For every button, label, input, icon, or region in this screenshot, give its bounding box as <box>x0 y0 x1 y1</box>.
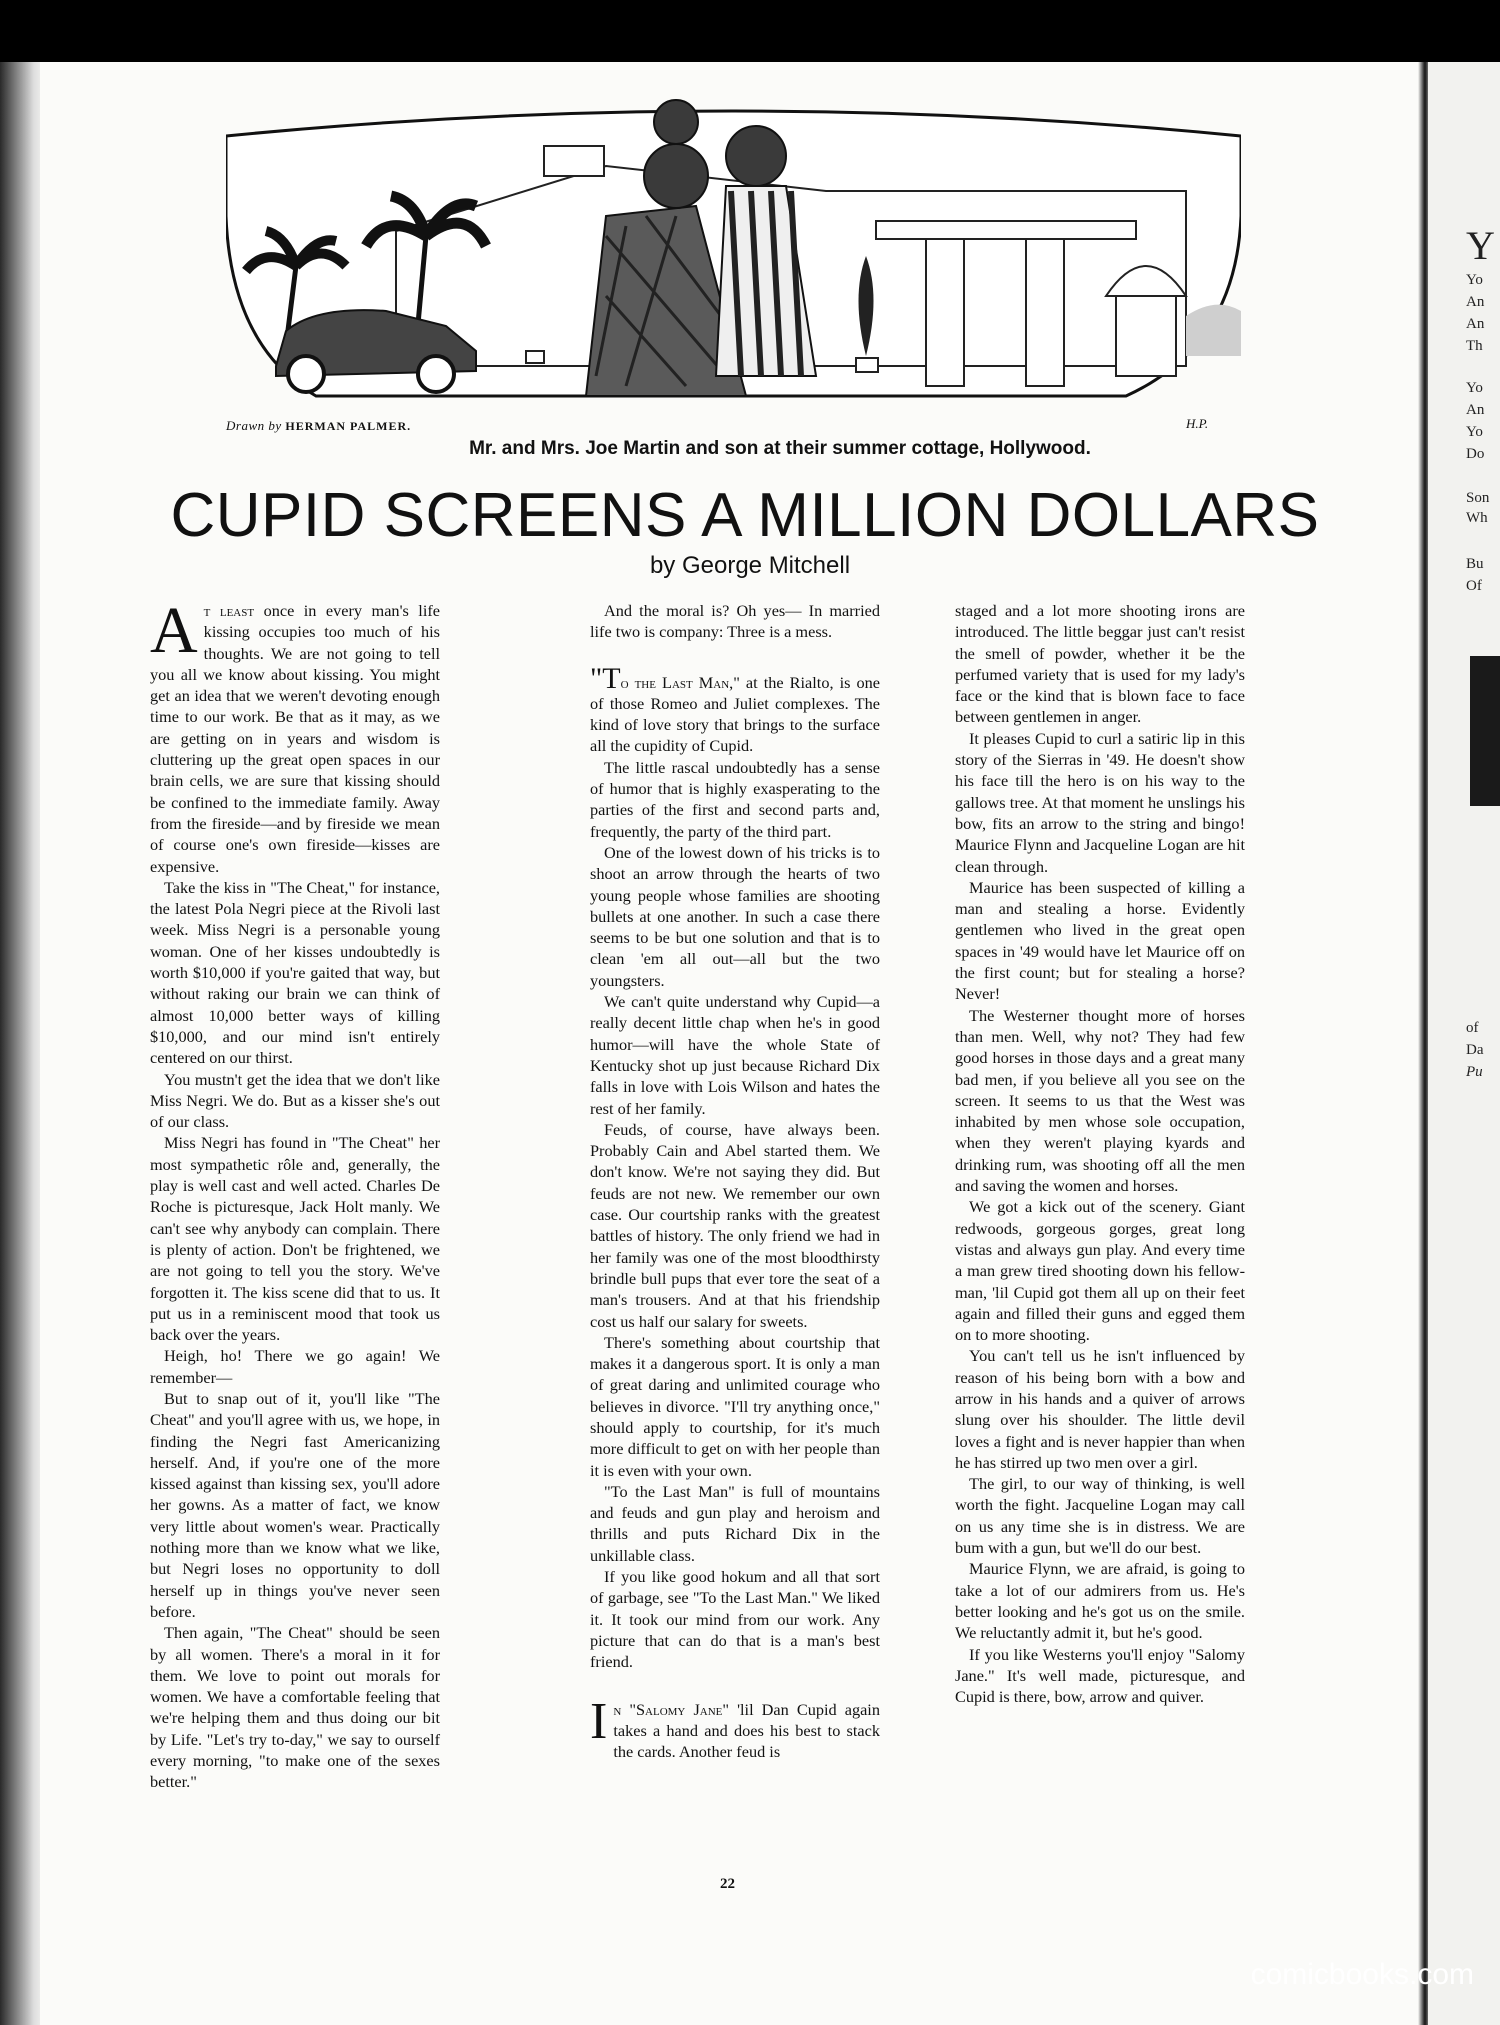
adjacent-page-fragment: Yo <box>1466 272 1483 288</box>
adjacent-page-fragment: Da <box>1466 1042 1484 1058</box>
paragraph: We got a kick out of the scenery. Giant redwoods, gorgeous gorges, great long vistas and always gun play. And every time a man grew tired shooting down his fellow-man, 'lil Cupid got them all up on their feet again and filled their guns and egged them on to more shooting. <box>955 1197 1245 1345</box>
paragraph: There's something about courtship that makes it a dangerous sport. It is only a man of great daring and unlimited courage who believes in divorce. "I'll try anything once," should apply to courtship, for it's much more difficult to get on with her people than it is even with your own. <box>590 1332 880 1480</box>
adjacent-page-fragment: Do <box>1466 446 1485 462</box>
paragraph: Miss Negri has found in "The Cheat" her most sympathetic rôle and, generally, the play is well cast and well acted. Charles De Roche is picturesque, Jack Holt manly. We can't see why anybody can complain. There is plenty of action. Don't be frightened, we are not going to tell you the story. We've forgotten it. The kiss scene did that to us. It put us in a reminiscent mood that took us back over the years. <box>150 1133 440 1345</box>
paragraph: The little rascal undoubtedly has a sense of humor that is highly exasperating to the parties of the first and second parts and, frequently, the party of the third part. <box>590 757 880 841</box>
adjacent-page-edge <box>1428 62 1500 2025</box>
paragraph: Maurice Flynn, we are afraid, is going to take a lot of our admirers from us. He's better looking and he's got us on the smile. We reluctantly admit it, but he's good. <box>955 1559 1245 1643</box>
paragraph-text: once in every man's life kissing occupies too much of his thoughts. We are not going to tell you all we know about kissing. You might get an idea that we weren't devoting enough time to our work. Be that as it may, as we are getting on in years and wisdom is cluttering up the great open spaces in our brain cells, we are sure that kissing should be confined to the immediate family. Away from the fireside—and by fireside we mean of course one's own fireside—kisses are expensive. <box>150 601 441 876</box>
adjacent-page-fragment: Bu <box>1466 556 1484 572</box>
paragraph <box>150 594 441 877</box>
credit-name: HERMAN PALMER. <box>285 419 412 433</box>
paragraph: It pleases Cupid to curl a satiric lip in this story of the Sierras in '49. He doesn't show his face till the hero is on his way to the gallows tree. At that moment he unslings his bow, fits an arrow to the string and bingo! Maurice Flynn and Jacqueline Logan are hit clean through. <box>955 728 1245 876</box>
adjacent-page-fragment: Son <box>1466 490 1490 506</box>
lead-in-smallcaps: o the Last Man, <box>620 672 734 692</box>
artist-initials: H.P. <box>1186 416 1209 431</box>
paragraph-text: 'lil Dan Cupid again takes a hand and does his best to stack the cards. Another feud is <box>613 1699 880 1762</box>
adjacent-page-fragment: of <box>1466 1020 1479 1036</box>
page-number: 22 <box>720 1876 735 1892</box>
illustration-credit <box>226 418 411 434</box>
paragraph: Then again, "The Cheat" should be seen by all women. There's a moral in it for them. We love to point out morals for women. We have a comfortable feeling that we're helping them and thus doing our bit by Life. "Let's try to-day," we say to ourself every morning, "to make one of the sexes better." <box>150 1623 440 1792</box>
paragraph: You mustn't get the idea that we don't like Miss Negri. We do. But as a kisser she's out of our class. <box>150 1069 440 1132</box>
lead-in-smallcaps: t least <box>203 601 255 620</box>
adjacent-page-fragment: Yo <box>1466 424 1483 440</box>
article-column-1 <box>150 594 441 1793</box>
opening-quote: " <box>590 661 603 695</box>
paragraph: staged and a lot more shooting irons are introduced. The little beggar just can't resist the smell of powder, whether it be the perfumed variety that is used for my lady's face or the kind that is blown face to face between gentlemen in anger. <box>955 601 1245 727</box>
paragraph: But to snap out of it, you'll like "The Cheat" and you'll agree with us, we hope, in finding the Negri fast Americanizing herself. And, if you're one of the more kissed against than kissing sex, you'll adore her gowns. As a matter of fact, we know very little about women's wear. Practically nothing more than we know what we like, but Negri loses no opportunity to doll herself up in things you've never seen before. <box>150 1388 440 1621</box>
adjacent-page-fragment: Th <box>1466 338 1483 354</box>
adjacent-page-fragment: Of <box>1466 578 1482 594</box>
paragraph: Maurice has been suspected of killing a man and stealing a horse. Evidently gentlemen who lived in the great open spaces in '49 would have let Maurice off on the first count; but for stealing a horse? Never! <box>955 877 1245 1004</box>
credit-prefix: Drawn by <box>226 418 282 433</box>
article-title: CUPID SCREENS A MILLION DOLLARS <box>170 481 1320 550</box>
adjacent-page-fragment: Wh <box>1466 510 1488 526</box>
paragraph: One of the lowest down of his tricks is to shoot an arrow through the hearts of two young people whose families are shooting bullets at one another. In such a case there seems to be but one solution and that is to clean 'em all out—all but the two youngsters. <box>590 842 880 990</box>
lead-in-smallcaps: n <box>613 1699 622 1719</box>
paragraph: "To the Last Man" is full of mountains and feuds and gun play and heroism and thrills and puts Richard Dix in the unkillable class. <box>590 1481 880 1565</box>
paragraph: Take the kiss in "The Cheat," for instance, the latest Pola Negri piece at the Rivoli last week. Miss Negri is a personable young woman. One of her kisses undoubtedly is worth $10,000 if you're gaited that way, but without raking our brain we can think of almost 10,000 better ways of killing $10,000, and our mind isn't entirely centered on our thirst. <box>150 877 440 1068</box>
adjacent-page-fragment: An <box>1466 294 1485 310</box>
paragraph: If you like good hokum and all that sort of garbage, see "To the Last Man." We liked it. It took our mind from our work. Any picture that can do that is a man's best friend. <box>590 1567 880 1672</box>
drop-cap: T <box>602 661 621 695</box>
header-illustration <box>226 96 1241 414</box>
film-title-smallcaps: "Salomy Jane" <box>629 1699 730 1719</box>
paragraph: Heigh, ho! There we go again! We remember— <box>150 1346 440 1387</box>
section-lead <box>590 661 880 757</box>
article-byline: by George Mitchell <box>649 552 851 579</box>
adjacent-page-fragment: Y <box>1466 223 1495 268</box>
paragraph: If you like Westerns you'll enjoy "Salomy Jane." It's well made, picturesque, and Cupid is there, bow, arrow and quiver. <box>955 1644 1245 1707</box>
paragraph: The girl, to our way of thinking, is well worth the fight. Jacqueline Logan may call on us any time she is in distress. We are bum with a gun, but we'll do our best. <box>955 1474 1245 1558</box>
article-column-3 <box>955 600 1245 1707</box>
paragraph-text: " at the Rialto, is one of those Romeo and Juliet complexes. The kind of love story that brings to the surface all the cupidity of Cupid. <box>590 672 880 756</box>
paragraph: You can't tell us he isn't influenced by reason of his being born with a bow and arrow in his hands and a quiver of arrows slung over his shoulder. The little devil loves a fight and is never happier than when he has stirred up two men over a girl. <box>955 1346 1245 1472</box>
adjacent-page-fragment: An <box>1466 316 1485 332</box>
adjacent-page-fragment: Yo <box>1466 380 1483 396</box>
adjacent-page-fragment: Pu <box>1466 1064 1483 1080</box>
drop-cap: A <box>150 594 198 667</box>
site-watermark: comicbooks.com <box>1250 1958 1474 1991</box>
section-lead <box>590 1692 880 1763</box>
article-column-2 <box>590 600 880 1762</box>
paragraph: The Westerner thought more of horses than men. Well, why not? They had few good horses in those days and a great many bad men, if you believe all you see on the screen. It seems to us that the West was inhabited by men whose sole occupation, when they weren't playing kyards and drinking rum, was shooting off all the men and saving the women and horses. <box>955 1005 1245 1196</box>
illustration-caption: Mr. and Mrs. Joe Martin and son at their summer cottage, Hollywood. <box>469 438 1091 459</box>
paragraph: And the moral is? Oh yes— In married life two is company: Three is a mess. <box>590 601 880 642</box>
paragraph: Feuds, of course, have always been. Probably Cain and Abel started them. We don't know. We're not saying they did. But feuds are not new. We remember our own case. Our courtship ranks with the greatest battles of history. The only friend we had in her family was one of the most bloodthirsty brindle bull pups that ever tore the seat of a man's trousers. And at that his friendship cost us half our salary for sweets. <box>590 1119 880 1331</box>
adjacent-page-fragment: An <box>1466 402 1485 418</box>
drop-cap: I <box>590 1692 608 1750</box>
adjacent-page-photo <box>1470 656 1500 806</box>
paragraph: We can't quite understand why Cupid—a really decent little chap when he's in good humor—will have the whole State of Kentucky shot up just because Richard Dix falls in love with Lois Wilson and hates the rest of her family. <box>590 992 880 1118</box>
